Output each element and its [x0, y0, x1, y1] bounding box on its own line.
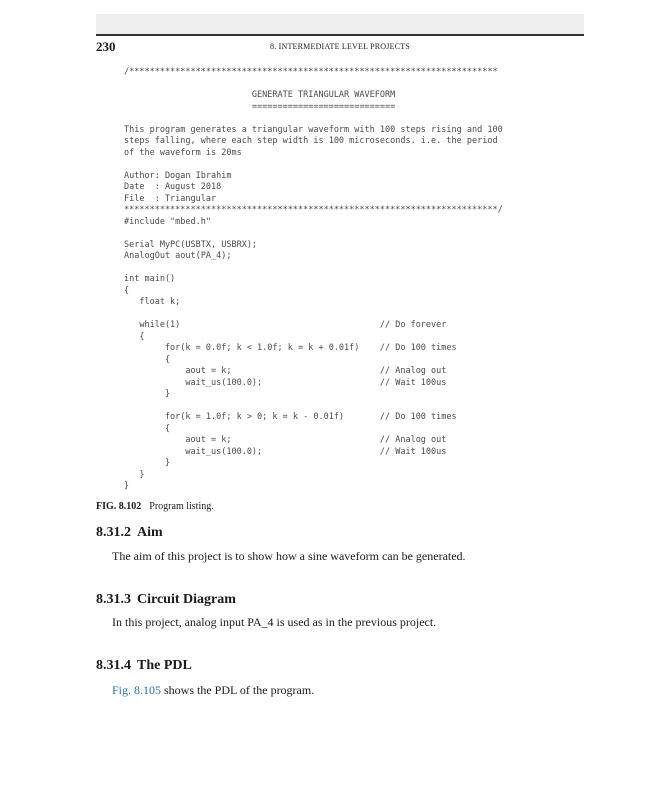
- section-number: 8.31.2: [96, 525, 131, 540]
- code-line: }: [124, 458, 171, 468]
- code-line: [124, 309, 503, 321]
- code-line: {: [124, 423, 171, 434]
- code-line: [124, 159, 503, 171]
- code-line: }: [124, 389, 171, 399]
- code-line: *************************************************************************/: [124, 205, 503, 215]
- section-number: 8.31.4: [96, 658, 131, 673]
- code-line: while(1) // Do forever: [124, 320, 447, 330]
- section-heading-aim: [96, 525, 163, 541]
- code-line: aout = k; // Analog out: [124, 435, 447, 445]
- section-heading-pdl: [96, 658, 192, 674]
- code-line: }: [124, 469, 145, 480]
- code-line: {: [124, 331, 145, 342]
- code-listing: [124, 67, 503, 493]
- section-text: shows the PDL of the program.: [161, 683, 315, 697]
- section-number: 8.31.3: [96, 592, 131, 607]
- section-title: Aim: [137, 525, 163, 540]
- code-line: [124, 79, 503, 91]
- code-line: aout = k; // Analog out: [124, 366, 447, 376]
- code-line: }: [124, 481, 130, 491]
- code-line: wait_us(100.0); // Wait 100us: [124, 377, 447, 388]
- code-line: This program generates a triangular waveform with 100 steps rising and 100: [124, 124, 503, 135]
- code-line: AnalogOut aout(PA_4);: [124, 251, 232, 261]
- running-head: 8. INTERMEDIATE LEVEL PROJECTS: [270, 42, 410, 51]
- section-text-aim: The aim of this project is to show how a sine waveform can be generated.: [112, 549, 466, 563]
- code-line: File : Triangular: [124, 193, 217, 204]
- code-line: {: [124, 285, 130, 296]
- code-line: Serial MyPC(USBTX, USBRX);: [124, 239, 258, 250]
- page-number: 230: [96, 39, 116, 54]
- code-line: {: [124, 354, 171, 365]
- code-line: steps falling, where each step width is 100 microseconds. i.e. the period: [124, 136, 498, 146]
- figure-label: FIG. 8.102: [96, 501, 142, 512]
- figure-caption-text: Program listing.: [149, 501, 214, 512]
- section-heading-circuit-diagram: [96, 592, 236, 608]
- code-line: [124, 113, 503, 125]
- code-line: for(k = 1.0f; k > 0; k = k - 0.01f) // Do 100 times: [124, 412, 457, 422]
- code-line: ============================: [124, 101, 396, 112]
- code-line: wait_us(100.0); // Wait 100us: [124, 446, 447, 457]
- code-line: Author: Dogan Ibrahim: [124, 170, 232, 181]
- code-line: int main(): [124, 274, 176, 284]
- section-title: Circuit Diagram: [137, 592, 236, 607]
- code-line: for(k = 0.0f; k < 1.0f; k = k + 0.01f) // Do 100 times: [124, 343, 457, 353]
- figure-link[interactable]: Fig. 8.105: [112, 683, 162, 697]
- code-line: [124, 228, 503, 240]
- figure-caption: [96, 501, 214, 512]
- code-line: Date : August 2018: [124, 182, 222, 192]
- code-line: GENERATE TRIANGULAR WAVEFORM: [124, 90, 396, 100]
- code-line: #include "mbed.h": [124, 216, 211, 227]
- header-rule: [96, 34, 584, 36]
- code-line: of the waveform is 20ms: [124, 147, 242, 158]
- header-band: [96, 14, 584, 34]
- section-text-circuit-diagram: In this project, analog input PA_4 is used as in the previous project.: [112, 615, 437, 629]
- code-line: /************************************************************************: [124, 67, 498, 77]
- section-title: The PDL: [137, 658, 192, 673]
- code-line: [124, 263, 503, 275]
- section-text-pdl: [112, 683, 314, 698]
- code-line: float k;: [124, 297, 181, 307]
- code-line: [124, 401, 503, 413]
